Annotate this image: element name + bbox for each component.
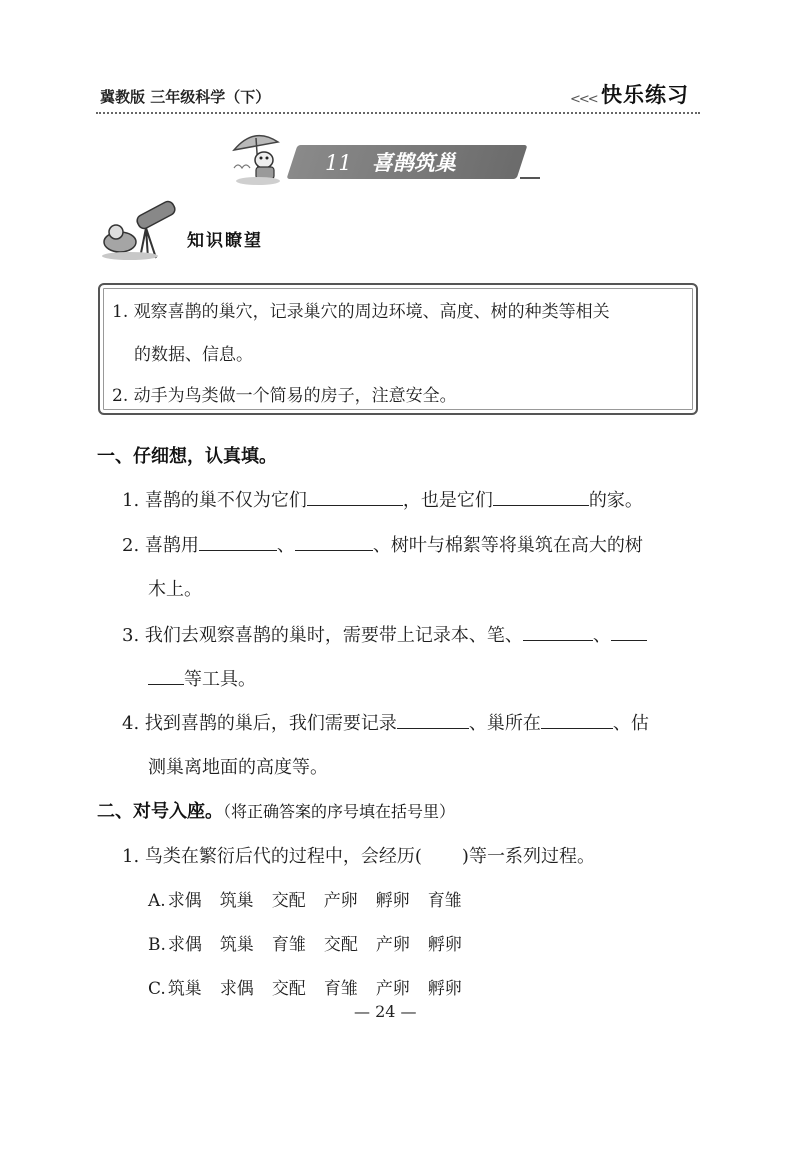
series-title: 快乐练习 (601, 83, 689, 107)
option-label: A. (148, 891, 166, 911)
knowledge-title: 知识瞭望 (187, 231, 263, 251)
question-2-1 (122, 842, 595, 868)
option-step: 交配 (271, 979, 306, 999)
option-step: 孵卵 (375, 891, 410, 911)
answer-blank[interactable] (397, 710, 469, 729)
section-2-note: （将正确答案的序号填在括号里） (223, 802, 456, 821)
option-label: C. (148, 979, 166, 999)
answer-blank[interactable] (541, 710, 613, 729)
answer-blank[interactable] (199, 532, 277, 551)
q1-3-text-b: 、 (592, 625, 611, 646)
knowledge-line-1: 1. 观察喜鹊的巢穴，记录巢穴的周边环境、高度、树的种类等相关 (112, 302, 610, 322)
answer-blank[interactable] (307, 487, 403, 506)
option-step: 筑巢 (167, 979, 202, 999)
option-label: B. (148, 935, 166, 955)
question-1-2 (122, 531, 643, 557)
q1-3-text-a: 3. 我们去观察喜鹊的巢时，需要带上记录本、笔、 (122, 625, 523, 646)
knowledge-line-2: 2. 动手为鸟类做一个简易的房子，注意安全。 (112, 386, 457, 406)
q1-2-text-a: 2. 喜鹊用 (122, 535, 199, 556)
option-step: 孵卵 (427, 935, 462, 955)
q1-4-text-b: 、巢所在 (468, 713, 541, 734)
option-step: 产卵 (375, 935, 410, 955)
q2-1-text-a: 1. 鸟类在繁衍后代的过程中，会经历( (122, 846, 422, 867)
banner-underline (520, 177, 540, 179)
option-step: 育雏 (427, 891, 462, 911)
question-1-1 (122, 486, 643, 512)
question-1-4-cont: 测巢离地面的高度等。 (148, 757, 328, 778)
q1-1-text-a: 1. 喜鹊的巢不仅为它们 (122, 490, 307, 511)
q1-2-text-c: 、树叶与棉絮等将巢筑在高大的树 (372, 535, 643, 556)
answer-blank[interactable] (523, 622, 593, 641)
option-step: 交配 (323, 935, 358, 955)
book-title: 冀教版 三年级科学（下） (100, 88, 271, 106)
option-step: 交配 (271, 891, 306, 911)
question-1-3-cont (148, 665, 256, 691)
q1-2-text-b: 、 (276, 535, 295, 556)
answer-blank[interactable] (295, 532, 373, 551)
answer-blank[interactable] (148, 666, 184, 685)
chevrons-decoration: <<< (570, 92, 597, 107)
cartoon-umbrella-icon (228, 128, 290, 186)
lesson-title (325, 146, 456, 180)
header-divider (96, 112, 700, 114)
option-step: 产卵 (323, 891, 358, 911)
q2-1-text-b: )等一系列过程。 (461, 846, 595, 867)
answer-blank[interactable] (493, 487, 589, 506)
answer-blank[interactable] (611, 622, 647, 641)
question-1-4 (122, 709, 649, 735)
option-step: 育雏 (271, 935, 306, 955)
option-c[interactable] (148, 974, 480, 999)
question-1-3 (122, 621, 647, 647)
option-step: 产卵 (375, 979, 410, 999)
q1-4-text-a: 4. 找到喜鹊的巢后，我们需要记录 (122, 713, 397, 734)
option-step: 求偶 (219, 979, 254, 999)
question-1-2-cont: 木上。 (148, 579, 202, 600)
option-step: 孵卵 (427, 979, 462, 999)
lesson-number: 11 (325, 151, 352, 175)
section-2-title (97, 797, 455, 823)
option-a[interactable] (148, 886, 480, 911)
q1-4-text-c: 、估 (612, 713, 649, 734)
knowledge-line-1b: 的数据、信息。 (134, 345, 253, 365)
page-number: — 24 — (354, 1002, 417, 1021)
q1-1-text-c: 的家。 (588, 490, 643, 511)
section-2-heading: 二、对号入座。 (97, 801, 223, 822)
option-step: 求偶 (167, 891, 202, 911)
telescope-icon (100, 198, 180, 262)
q1-3-text-c: 等工具。 (184, 669, 256, 690)
option-step: 育雏 (323, 979, 358, 999)
q1-1-text-b: ，也是它们 (402, 490, 493, 511)
option-step: 求偶 (167, 935, 202, 955)
section-1-title: 一、仔细想，认真填。 (97, 446, 277, 467)
lesson-name: 喜鹊筑巢 (371, 151, 456, 175)
option-step: 筑巢 (219, 935, 254, 955)
option-b[interactable] (148, 930, 480, 955)
option-step: 筑巢 (219, 891, 254, 911)
